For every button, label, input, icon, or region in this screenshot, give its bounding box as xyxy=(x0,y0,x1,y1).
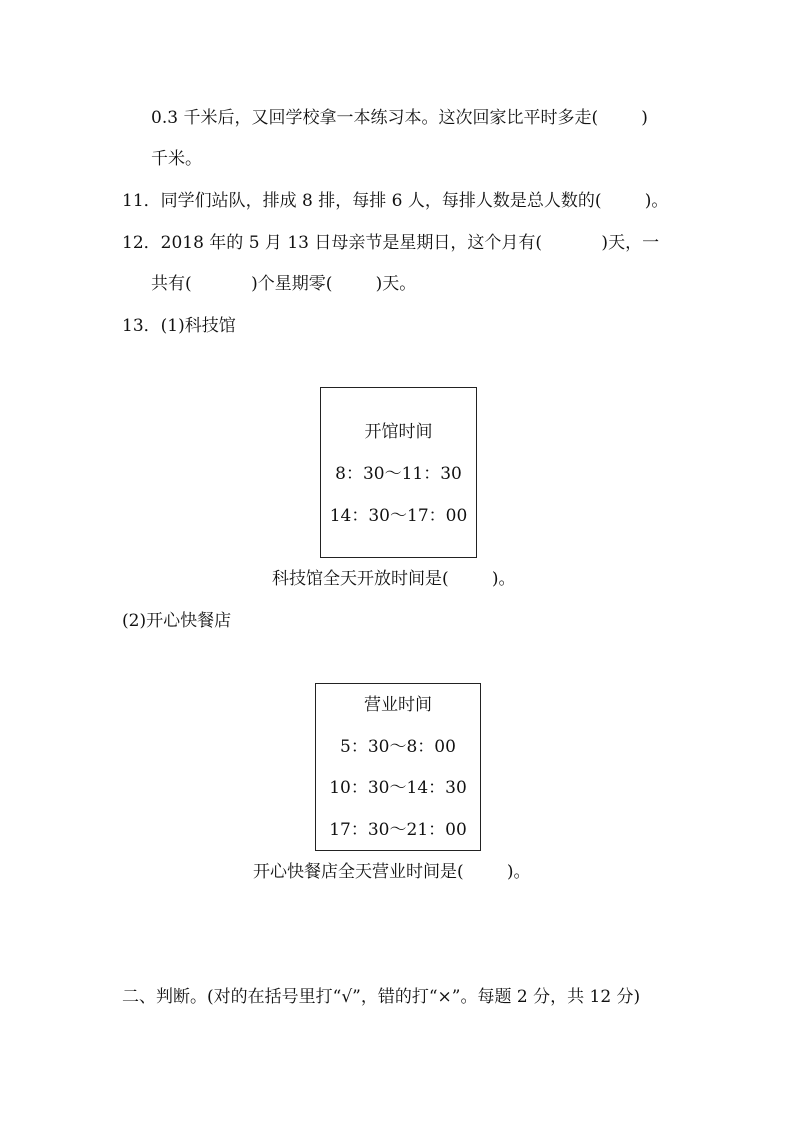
box-row: 8：30～11：30 xyxy=(335,464,462,484)
box-row: 10：30～14：30 xyxy=(329,778,467,798)
science-museum-hours-box xyxy=(320,387,477,558)
question-13-part1: 13．(1)科技馆 xyxy=(122,316,236,336)
box-row: 17：30～21：00 xyxy=(329,820,467,840)
q10-continuation: 0.3 千米后，又回学校拿一本练习本。这次回家比平时多走( ) xyxy=(151,108,648,128)
question-13-part1-answer: 科技馆全天开放时间是( )。 xyxy=(272,569,516,589)
box-title: 营业时间 xyxy=(364,695,432,715)
box-row: 14：30～17：00 xyxy=(329,506,468,526)
box-title: 开馆时间 xyxy=(364,422,433,442)
box-row: 5：30～8：00 xyxy=(340,737,456,757)
question-13-part2-answer: 开心快餐店全天营业时间是( )。 xyxy=(253,862,531,882)
question-11: 11．同学们站队，排成 8 排，每排 6 人，每排人数是总人数的( )。 xyxy=(122,191,669,211)
question-12-line1: 12．2018 年的 5 月 13 日母亲节是星期日，这个月有( )天，一 xyxy=(122,233,660,253)
section-2-heading: 二、判断。(对的在括号里打“√”，错的打“×”。每题 2 分，共 12 分) xyxy=(122,987,641,1007)
fast-food-hours-box xyxy=(315,683,481,851)
question-12-line2: 共有( )个星期零( )天。 xyxy=(151,274,417,294)
q10-unit: 千米。 xyxy=(151,149,202,169)
question-13-part2: (2)开心快餐店 xyxy=(122,611,232,631)
